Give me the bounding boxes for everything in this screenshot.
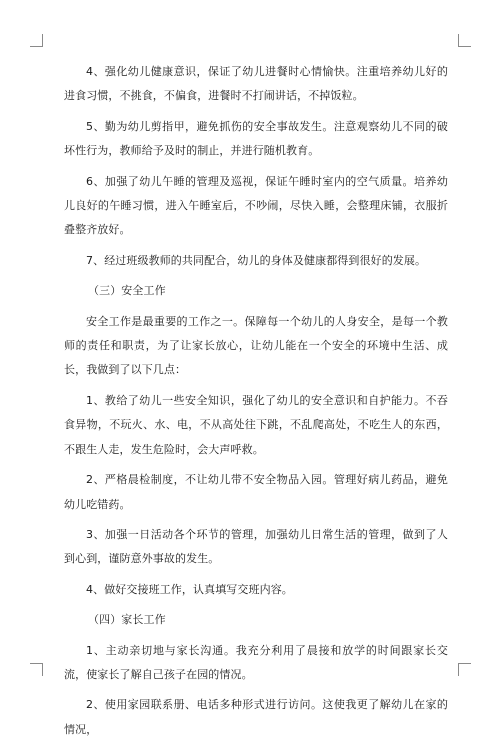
paragraph-teacher-cooperation: 7、经过班级教师的共同配合，幼儿的身体及健康都得到很好的发展。: [86, 253, 427, 267]
paragraph-morning-check: 2、严格晨检制度，不让幼儿带不安全物品入园。管理好病儿药品，避免幼儿吃错药。: [64, 473, 448, 511]
paragraph-nap-management: 6、加强了幼儿午睡的管理及巡视，保证午睡时室内的空气质量。培养幼儿良好的午睡习惯，进入午睡室后，不吵闹，尽快入睡，会整理床铺，衣服折叠整齐放好。: [64, 174, 448, 237]
paragraph-home-visits: 2、使用家园联系册、电话多种形式进行访问。这使我更了解幼儿在家的情况，: [64, 698, 448, 736]
paragraph-safety-intro: 安全工作是最重要的工作之一。保障每一个幼儿的人身安全，是每一个教师的责任和职责，为了让家长放心，让幼儿能在一个安全的环境中生活、成长，我做到了以下几点：: [64, 314, 448, 377]
paragraph-parent-communication: 1、主动亲切地与家长沟通。我充分利用了晨接和放学的时间跟家长交流，使家长了解自己孩子在园的情况。: [64, 643, 448, 681]
document-body: [64, 60, 448, 742]
paragraph-health-awareness: 4、强化幼儿健康意识，保证了幼儿进餐时心情愉快。注重培养幼儿好的进食习惯，不挑食，不偏食，进餐时不打闹讲话，不掉饭粒。: [64, 65, 448, 103]
section-heading-safety: （三）安全工作: [88, 284, 166, 298]
paragraph-shift-handover: 4、做好交接班工作，认真填写交班内容。: [86, 582, 293, 596]
crop-mark-top-right: [458, 34, 471, 47]
paragraph-daily-management: 3、加强一日活动各个环节的管理，加强幼儿日常生活的管理，做到了人到心到，谨防意外事故的发生。: [64, 527, 448, 566]
crop-mark-bottom-right: [458, 663, 471, 676]
paragraph-safety-knowledge: 1、教给了幼儿一些安全知识，强化了幼儿的安全意识和自护能力。不吞食异物，不玩火、水、电，不从高处往下跳，不乱爬高处，不吃生人的东西，不跟生人走，发生危险时，会大声呼救。: [64, 393, 448, 456]
crop-mark-bottom-left: [30, 663, 43, 676]
paragraph-nail-trimming: 5、勤为幼儿剪指甲，避免抓伤的安全事故发生。注意观察幼儿不同的破坏性行为，教师给予及时的制止，并进行随机教育。: [64, 119, 448, 158]
section-heading-parents: （四）家长工作: [88, 613, 166, 627]
crop-mark-top-left: [30, 34, 43, 47]
